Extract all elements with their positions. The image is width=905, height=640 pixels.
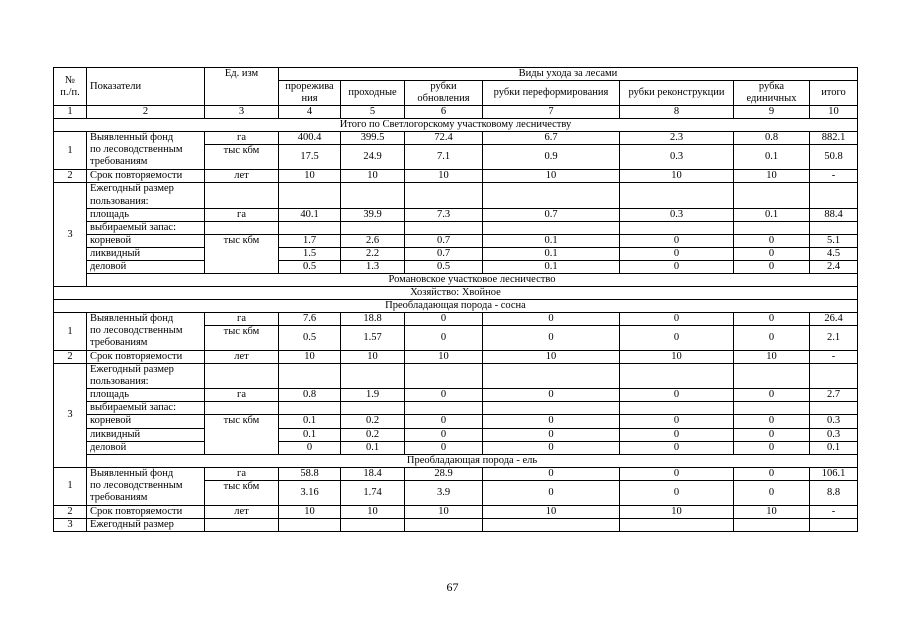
table-cell xyxy=(279,183,341,208)
table-cell: 10 xyxy=(620,351,734,364)
table-cell: 10 xyxy=(405,351,483,364)
table-cell: 0 xyxy=(620,428,734,441)
section-title: Хозяйство: Хвойное xyxy=(54,286,858,299)
table-cell: 18.8 xyxy=(341,313,405,326)
table-cell: тыс кбм xyxy=(205,480,279,505)
table-cell xyxy=(620,183,734,208)
table-cell xyxy=(405,518,483,531)
table-cell: 882.1 xyxy=(810,132,858,145)
table-cell xyxy=(341,183,405,208)
table-cell: Ежегодный размер xyxy=(87,518,205,531)
table-cell: 0.2 xyxy=(341,428,405,441)
header-number-row xyxy=(54,106,858,119)
table-cell: 0 xyxy=(620,313,734,326)
header-indicators: Показатели xyxy=(87,68,205,106)
table-row xyxy=(54,518,858,531)
table-cell: деловой xyxy=(87,441,205,454)
table-cell: 0.2 xyxy=(341,415,405,428)
table-cell: 0 xyxy=(734,234,810,247)
table-cell: лет xyxy=(205,351,279,364)
table-cell xyxy=(205,402,279,415)
table-cell: 39.9 xyxy=(341,208,405,221)
header-col-number: 9 xyxy=(734,106,810,119)
table-cell xyxy=(734,518,810,531)
table-row xyxy=(54,428,858,441)
table-cell: 0.1 xyxy=(734,208,810,221)
table-cell: 8.8 xyxy=(810,480,858,505)
table-cell: 1 xyxy=(54,313,87,351)
table-cell: 0 xyxy=(734,480,810,505)
section-row xyxy=(54,300,858,313)
table-cell xyxy=(279,364,341,389)
table-cell: тыс кбм xyxy=(205,145,279,170)
table-cell xyxy=(279,221,341,234)
table-cell: 7.3 xyxy=(405,208,483,221)
table-cell: 6.7 xyxy=(483,132,620,145)
section-title: Преобладающая порода - сосна xyxy=(54,300,858,313)
table-cell: 3.9 xyxy=(405,480,483,505)
table-row xyxy=(54,247,858,260)
table-cell xyxy=(483,364,620,389)
table-cell: площадь xyxy=(87,389,205,402)
table-cell: 4.5 xyxy=(810,247,858,260)
table-cell: 10 xyxy=(405,505,483,518)
table-row xyxy=(54,351,858,364)
table-row xyxy=(54,132,858,145)
table-cell xyxy=(483,183,620,208)
table-cell: 50.8 xyxy=(810,145,858,170)
table-cell: 0.5 xyxy=(405,260,483,273)
header-col: рубки реконструкции xyxy=(620,81,734,106)
table-cell: 24.9 xyxy=(341,145,405,170)
table-cell: 72.4 xyxy=(405,132,483,145)
table-cell: 0 xyxy=(734,428,810,441)
table-cell: 0.7 xyxy=(483,208,620,221)
table-cell: тыс кбм xyxy=(205,415,279,454)
table-cell: 1.7 xyxy=(279,234,341,247)
table-cell: 0 xyxy=(734,415,810,428)
table-cell: 1.74 xyxy=(341,480,405,505)
table-cell: 0.1 xyxy=(810,441,858,454)
table-cell xyxy=(620,221,734,234)
header-col: проходные xyxy=(341,81,405,106)
table-cell: Срок повторяемости xyxy=(87,351,205,364)
table-cell: 1.3 xyxy=(341,260,405,273)
table-cell: 0.1 xyxy=(279,415,341,428)
table-cell: га xyxy=(205,132,279,145)
table-cell xyxy=(620,402,734,415)
table-cell xyxy=(483,518,620,531)
table-cell: 0 xyxy=(734,260,810,273)
table-cell: выбираемый запас: xyxy=(87,402,205,415)
table-cell: площадь xyxy=(87,208,205,221)
table-cell xyxy=(620,518,734,531)
table-cell xyxy=(205,183,279,208)
table-cell xyxy=(483,221,620,234)
table-row xyxy=(54,389,858,402)
table-cell: 10 xyxy=(341,170,405,183)
header-types: Виды ухода за лесами xyxy=(279,68,858,81)
table-cell: 0 xyxy=(620,260,734,273)
header-col: рубки обновления xyxy=(405,81,483,106)
header-col-number: 6 xyxy=(405,106,483,119)
table-cell xyxy=(810,221,858,234)
header-col-number: 5 xyxy=(341,106,405,119)
table-cell: - xyxy=(810,351,858,364)
table-cell: 26.4 xyxy=(810,313,858,326)
table-cell: корневой xyxy=(87,234,205,247)
table-cell: 0 xyxy=(483,428,620,441)
section-title: Итого по Светлогорскому участковому лесничеству xyxy=(54,119,858,132)
table-cell: 0.1 xyxy=(483,260,620,273)
table-cell xyxy=(341,518,405,531)
page-number: 67 xyxy=(446,580,459,594)
table-cell xyxy=(734,402,810,415)
table-cell xyxy=(734,364,810,389)
table-cell: лет xyxy=(205,170,279,183)
table-cell: 0 xyxy=(405,326,483,351)
table-cell: 10 xyxy=(483,351,620,364)
table-cell: 0.5 xyxy=(279,326,341,351)
table-cell: 2.3 xyxy=(620,132,734,145)
forest-care-table xyxy=(53,67,858,532)
table-cell: 0 xyxy=(734,326,810,351)
table-cell: 10 xyxy=(620,505,734,518)
table-cell xyxy=(810,364,858,389)
table-cell: 0 xyxy=(405,441,483,454)
header-col: прорежива ния xyxy=(279,81,341,106)
table-cell: тыс кбм xyxy=(205,234,279,273)
table-cell: 0 xyxy=(483,326,620,351)
table-cell: 10 xyxy=(279,505,341,518)
table-row xyxy=(54,441,858,454)
table-cell: 10 xyxy=(483,170,620,183)
table-cell: 0.9 xyxy=(483,145,620,170)
table-cell xyxy=(205,364,279,389)
table-cell: га xyxy=(205,208,279,221)
table-cell xyxy=(810,402,858,415)
table-cell: 0.1 xyxy=(734,145,810,170)
table-cell: Срок повторяемости xyxy=(87,170,205,183)
header-col: рубки переформирования xyxy=(483,81,620,106)
table-row xyxy=(54,260,858,273)
table-cell xyxy=(341,221,405,234)
table-row xyxy=(54,402,858,415)
table-cell: 7.1 xyxy=(405,145,483,170)
table-cell xyxy=(734,183,810,208)
header-col-number: 2 xyxy=(87,106,205,119)
table-cell xyxy=(810,518,858,531)
table-cell: 58.8 xyxy=(279,467,341,480)
header-col-number: 7 xyxy=(483,106,620,119)
table-row xyxy=(54,170,858,183)
table-cell: ликвидный xyxy=(87,247,205,260)
table-cell: 400.4 xyxy=(279,132,341,145)
table-cell: 7.6 xyxy=(279,313,341,326)
table-cell xyxy=(810,183,858,208)
table-cell xyxy=(205,518,279,531)
table-cell: 3 xyxy=(54,364,87,468)
table-cell: 0 xyxy=(483,415,620,428)
table-row xyxy=(54,234,858,247)
table-cell xyxy=(405,402,483,415)
table-cell: 3.16 xyxy=(279,480,341,505)
table-cell: 10 xyxy=(483,505,620,518)
table-cell: 0.3 xyxy=(620,145,734,170)
table-row xyxy=(54,364,858,389)
table-cell: 1 xyxy=(54,132,87,170)
table-row xyxy=(54,313,858,326)
header-col-number: 10 xyxy=(810,106,858,119)
table-cell: га xyxy=(205,313,279,326)
table-cell xyxy=(279,402,341,415)
header-col-number: 8 xyxy=(620,106,734,119)
table-cell: 0 xyxy=(279,441,341,454)
table-row xyxy=(54,221,858,234)
section-row xyxy=(54,286,858,299)
table-cell: 0 xyxy=(483,467,620,480)
table-cell xyxy=(405,221,483,234)
table-cell: - xyxy=(810,170,858,183)
table-cell: 18.4 xyxy=(341,467,405,480)
table-cell: 0 xyxy=(405,428,483,441)
table-cell: 10 xyxy=(734,170,810,183)
table-cell: 0 xyxy=(483,441,620,454)
table-cell: 2 xyxy=(54,505,87,518)
table-cell: Ежегодный размер пользования: xyxy=(87,183,205,208)
table-cell xyxy=(620,364,734,389)
table-cell: 10 xyxy=(341,505,405,518)
table-cell: 0 xyxy=(483,389,620,402)
table-cell: 17.5 xyxy=(279,145,341,170)
table-cell xyxy=(341,364,405,389)
table-cell xyxy=(341,402,405,415)
table-cell: 0 xyxy=(405,415,483,428)
table-cell: 2 xyxy=(54,351,87,364)
table-cell xyxy=(734,221,810,234)
table-cell: 0.5 xyxy=(279,260,341,273)
table-cell: 0.1 xyxy=(483,234,620,247)
table-cell xyxy=(483,402,620,415)
table-cell: 0 xyxy=(620,247,734,260)
table-row xyxy=(54,183,858,208)
table-cell: 0 xyxy=(620,326,734,351)
table-cell: 0.1 xyxy=(341,441,405,454)
table-cell: корневой xyxy=(87,415,205,428)
table-cell: 2.4 xyxy=(810,260,858,273)
table-cell xyxy=(405,183,483,208)
table-cell xyxy=(205,221,279,234)
table-cell: 0.7 xyxy=(405,247,483,260)
table-cell: 10 xyxy=(279,170,341,183)
table-cell: Ежегодный размер пользования: xyxy=(87,364,205,389)
table-cell: 0 xyxy=(405,313,483,326)
table-cell: 2.2 xyxy=(341,247,405,260)
table-cell: 2 xyxy=(54,170,87,183)
table-cell: 2.1 xyxy=(810,326,858,351)
table-row xyxy=(54,505,858,518)
table-cell: Выявленный фонд по лесоводственным требованиям xyxy=(87,132,205,170)
table-cell: 0 xyxy=(620,441,734,454)
table-cell: 0 xyxy=(734,467,810,480)
table-cell: 0.3 xyxy=(620,208,734,221)
table-cell: деловой xyxy=(87,260,205,273)
table-cell xyxy=(405,364,483,389)
table-cell: тыс кбм xyxy=(205,326,279,351)
table-cell: 0.3 xyxy=(810,428,858,441)
section-row xyxy=(54,119,858,132)
table-cell: 3 xyxy=(54,183,87,287)
section-title: Романовское участковое лесничество xyxy=(87,273,858,286)
header-col-number: 3 xyxy=(205,106,279,119)
header-col-number: 1 xyxy=(54,106,87,119)
table-cell: 10 xyxy=(341,351,405,364)
table-cell: 3 xyxy=(54,518,87,531)
table-cell: 0 xyxy=(620,415,734,428)
table-cell: 1.57 xyxy=(341,326,405,351)
table-cell: 0.3 xyxy=(810,415,858,428)
table-cell: Срок повторяемости xyxy=(87,505,205,518)
table-row xyxy=(54,467,858,480)
table-row xyxy=(54,208,858,221)
table-cell: - xyxy=(810,505,858,518)
table-cell: га xyxy=(205,389,279,402)
table-cell: 88.4 xyxy=(810,208,858,221)
header-unit: Ед. изм xyxy=(205,68,279,106)
table-cell: 0 xyxy=(734,313,810,326)
table-cell: 10 xyxy=(405,170,483,183)
table-cell: 0 xyxy=(620,480,734,505)
table-cell: 0 xyxy=(405,389,483,402)
section-title: Преобладающая порода - ель xyxy=(87,454,858,467)
table-cell: 0 xyxy=(483,480,620,505)
table-cell: 0 xyxy=(620,389,734,402)
table-cell: 28.9 xyxy=(405,467,483,480)
table-cell: 10 xyxy=(734,505,810,518)
header-col: рубка единичных xyxy=(734,81,810,106)
table-cell: 1.5 xyxy=(279,247,341,260)
table-cell: 1 xyxy=(54,467,87,505)
header-row xyxy=(54,68,858,81)
table-cell: га xyxy=(205,467,279,480)
table-cell: 0.1 xyxy=(483,247,620,260)
table-cell: 10 xyxy=(279,351,341,364)
table-cell: 0.8 xyxy=(734,132,810,145)
table-cell: Выявленный фонд по лесоводственным требованиям xyxy=(87,313,205,351)
table-cell: 10 xyxy=(620,170,734,183)
table-cell: 0 xyxy=(734,389,810,402)
table-cell: 0 xyxy=(734,441,810,454)
header-col-number: 4 xyxy=(279,106,341,119)
table-cell: 40.1 xyxy=(279,208,341,221)
table-row xyxy=(54,415,858,428)
table-cell: 0.1 xyxy=(279,428,341,441)
table-cell: ликвидный xyxy=(87,428,205,441)
table-cell: 106.1 xyxy=(810,467,858,480)
table-cell: 0 xyxy=(620,234,734,247)
table-cell: 0 xyxy=(734,247,810,260)
header-col: итого xyxy=(810,81,858,106)
table-cell: 2.7 xyxy=(810,389,858,402)
section-row xyxy=(54,273,858,286)
table-cell: 1.9 xyxy=(341,389,405,402)
table-cell: 0.7 xyxy=(405,234,483,247)
table-cell: Выявленный фонд по лесоводственным требованиям xyxy=(87,467,205,505)
table-cell: 0.8 xyxy=(279,389,341,402)
table-cell: 2.6 xyxy=(341,234,405,247)
section-row xyxy=(54,454,858,467)
table-cell: 399.5 xyxy=(341,132,405,145)
header-num: № п./п. xyxy=(54,68,87,106)
table-cell: 5.1 xyxy=(810,234,858,247)
table-cell: выбираемый запас: xyxy=(87,221,205,234)
table-cell: лет xyxy=(205,505,279,518)
table-cell: 10 xyxy=(734,351,810,364)
table-cell: 0 xyxy=(483,313,620,326)
table-cell xyxy=(279,518,341,531)
table-cell: 0 xyxy=(620,467,734,480)
